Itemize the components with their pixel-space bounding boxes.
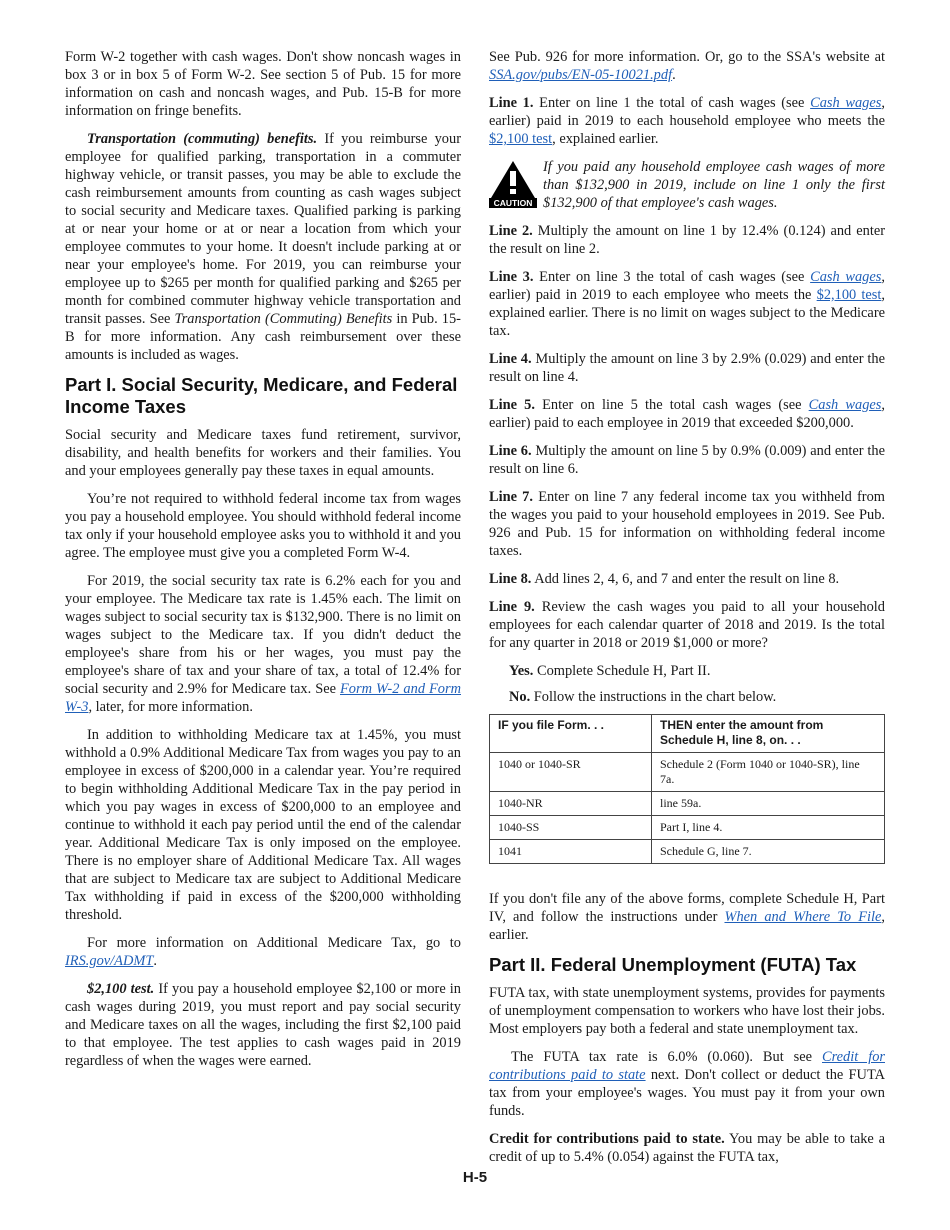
line-7-label: Line 7. xyxy=(489,489,533,505)
transportation-ref: Transportation (Commuting) Benefits xyxy=(174,311,393,327)
pub-926-text: See Pub. 926 for more information. Or, go to the SSA's website at xyxy=(489,49,885,65)
paragraph-line-3 xyxy=(489,268,885,340)
link-cash-wages-3[interactable]: Cash wages xyxy=(808,397,882,413)
paragraph-line-2 xyxy=(489,222,885,258)
caution-box xyxy=(489,158,885,212)
table-row xyxy=(490,816,885,840)
paragraph-transportation xyxy=(65,130,461,364)
credit-title: Credit for contributions paid to state. xyxy=(489,1131,725,1147)
page-number: H-5 xyxy=(462,1169,488,1186)
futa-rate-text: The FUTA tax rate is 6.0% (0.060). But see xyxy=(511,1049,813,1065)
link-cash-wages[interactable]: Cash wages xyxy=(810,95,882,111)
line-1-label: Line 1. xyxy=(489,95,534,111)
paragraph-futa-intro: FUTA tax, with state unemployment systems, provides for payments of unemployment compensation to workers who have lost their jobs. Most employers pay both a federal and state unemployment tax. xyxy=(489,985,885,1037)
line-9-text: Review the cash wages you paid to all your household employees for each calendar quarter of 2018 and 2019. Is the total for any quarter in 2018 or 2019 $1,000 or more? xyxy=(489,599,885,651)
line-4-label: Line 4. xyxy=(489,351,532,367)
line-1-text: Enter on line 1 the total of cash wages (see xyxy=(539,95,805,111)
caution-text: If you paid any household employee cash wages of more than $132,900 in 2019, include on line 1 only the first $132,900 of that employee's cash wages. xyxy=(543,159,885,211)
line-7-text: Enter on line 7 any federal income tax you withheld from the wages you paid to your household employees in 2019. See Pub. 926 and Pub. 15 for information on withholding federal income taxes. xyxy=(489,489,885,559)
transportation-text: If you reimburse your employee for qualified parking, transportation in a commuter highway vehicle, or transit passes, you may be able to exclude the cash reimbursement amounts from counting as cash wages subject to social security and Medicare taxes. Qualified parking is parking at or near your home or at or near a location from which your employee commutes to your home. It doesn't include parking at or near your employee's home. For 2019, you can reimburse your employee up to $265 per month for qualified parking and $265 per month for combined commuter highway vehicle transportation and transit passes. See xyxy=(65,131,461,327)
paragraph-line-5 xyxy=(489,396,885,432)
paragraph-line-4 xyxy=(489,350,885,386)
line-8-label: Line 8. xyxy=(489,571,532,587)
table-cell-form: 1041 xyxy=(490,840,652,864)
yes-option xyxy=(509,662,885,680)
no-label: No. xyxy=(509,689,531,705)
paragraph-2100-test xyxy=(65,980,461,1070)
line-5-label: Line 5. xyxy=(489,397,535,413)
tax-rates-tail: , later, for more information. xyxy=(88,699,253,715)
table-header-then: THEN enter the amount from Schedule H, line 8, on. . . xyxy=(652,715,885,753)
paragraph-no-file xyxy=(489,890,885,944)
table-cell-form: 1040 or 1040-SR xyxy=(490,753,652,792)
credit-text: You may be able to take a credit of up to 5.4% (0.054) against the FUTA tax, xyxy=(489,1131,885,1165)
right-column xyxy=(489,48,885,1176)
table-cell-where: line 59a. xyxy=(652,792,885,816)
link-cash-wages-2[interactable]: Cash wages xyxy=(810,269,882,285)
paragraph-w2-cash-wages: Form W-2 together with cash wages. Don't show noncash wages in box 3 or in box 5 of Form W-2. See section 5 of Pub. 15 for more information on cash and noncash wages, and Pub. 15-B for more information on fringe benefits. xyxy=(65,49,461,119)
table-cell-where: Schedule 2 (Form 1040 or 1040-SR), line 7a. xyxy=(652,753,885,792)
paragraph-line-7 xyxy=(489,488,885,560)
no-file-text: If you don't file any of the above forms, complete Schedule H, Part IV, and follow the instructions under xyxy=(489,891,885,925)
yes-label: Yes. xyxy=(509,663,534,679)
no-text: Follow the instructions in the chart below. xyxy=(533,689,777,705)
line-9-label: Line 9. xyxy=(489,599,535,615)
table-cell-where: Schedule G, line 7. xyxy=(652,840,885,864)
paragraph-tax-rates xyxy=(65,572,461,716)
table-cell-where: Part I, line 4. xyxy=(652,816,885,840)
transportation-text-end: in Pub. 15-B for more information. Any cash reimbursement over these amounts is included as wages. xyxy=(65,311,461,363)
link-2100-test-2[interactable]: $2,100 test xyxy=(816,287,882,303)
table-row xyxy=(490,792,885,816)
paragraph-line-6 xyxy=(489,442,885,478)
2100-test-title: $2,100 test. xyxy=(87,981,155,997)
transportation-title: Transportation (commuting) benefits. xyxy=(87,131,318,147)
paragraph-futa-rate xyxy=(489,1048,885,1120)
line-1-text-c: , explained earlier. xyxy=(552,131,659,147)
paragraph-line-8 xyxy=(489,570,885,588)
line-4-text: Multiply the amount on line 3 by 2.9% (0.029) and enter the result on line 4. xyxy=(489,351,885,385)
paragraph-ss-medicare: Social security and Medicare taxes fund retirement, survivor, disability, and health benefits for workers and their families. You and your employees generally pay these taxes in equal amounts. xyxy=(65,427,461,479)
link-form-w2-w3[interactable]: Form W-2 and Form W-3 xyxy=(65,681,461,715)
table-row xyxy=(490,840,885,864)
more-info-text: For more information on Additional Medicare Tax, go to xyxy=(87,935,461,951)
form-chart-table xyxy=(489,714,885,864)
part-2-heading: Part II. Federal Unemployment (FUTA) Tax xyxy=(489,954,857,975)
part-1-heading: Part I. Social Security, Medicare, and Federal Income Taxes xyxy=(65,374,458,417)
line-3-text-c: , explained earlier. There is no limit on wages subject to the Medicare tax. xyxy=(489,287,885,339)
line-2-label: Line 2. xyxy=(489,223,533,239)
tax-rates-text: For 2019, the social security tax rate is 6.2% each for you and your employee. The Medicare tax rate is 1.45% each. The limit on wages subject to social security tax is $132,900. There is no limit on wages subject to the Medicare tax. If you didn't deduct the employee's share from his or her wages, you must pay the employee's share of tax and your share of tax, a total of 12.4% for social security and 2.9% for Medicare tax. See xyxy=(65,573,461,697)
paragraph-withhold: You’re not required to withhold federal income tax from wages you pay a household employee. You should withhold federal income tax only if your household employee asks you to withhold it and you agree. The employee must give you a completed Form W-4. xyxy=(65,491,461,561)
table-header-form: IF you file Form. . . xyxy=(490,715,652,753)
no-file-tail: , earlier. xyxy=(489,909,885,943)
paragraph-pub-926: See Pub. 926 for more information. Or, go to the SSA's website at SSA.gov/pubs/EN-05-10021.pdf. xyxy=(489,49,885,83)
caution-label: CAUTION xyxy=(493,198,533,208)
paragraph-line-9 xyxy=(489,598,885,652)
line-8-text: Add lines 2, 4, 6, and 7 and enter the result on line 8. xyxy=(534,571,840,587)
line-3-label: Line 3. xyxy=(489,269,534,285)
paragraph-line-1 xyxy=(489,94,885,148)
link-ssa-pub[interactable]: SSA.gov/pubs/EN-05-10021.pdf xyxy=(489,67,673,83)
yes-text: Complete Schedule H, Part II. xyxy=(537,663,711,679)
link-2100-test[interactable]: $2,100 test xyxy=(489,131,553,147)
line-5-text: Enter on line 5 the total cash wages (see xyxy=(542,397,802,413)
left-column xyxy=(65,48,461,1080)
2100-test-text: If you pay a household employee $2,100 or more in cash wages during 2019, you must report and pay social security and Medicare taxes on all the wages, including the first $2,100 paid to that employee. The test applies to cash wages paid in 2019 regardless of when the wages were earned. xyxy=(65,981,461,1069)
line-2-text: Multiply the amount on line 1 by 12.4% (0.124) and enter the result on line 2. xyxy=(489,223,885,257)
line-6-label: Line 6. xyxy=(489,443,532,459)
paragraph-more-info: For more information on Additional Medicare Tax, go to IRS.gov/ADMT. xyxy=(65,935,461,969)
no-option xyxy=(509,688,885,706)
line-5-text-b: , earlier) paid to each employee in 2019 that exceeded $200,000. xyxy=(489,397,885,431)
line-3-text-b: , earlier) paid in 2019 to each employee who meets the xyxy=(489,269,885,303)
line-1-text-b: , earlier) paid in 2019 to each household employee who meets the xyxy=(489,95,885,129)
link-credit-contributions[interactable]: Credit for contributions paid to state xyxy=(489,1049,885,1083)
line-6-text: Multiply the amount on line 5 by 0.9% (0.009) and enter the result on line 6. xyxy=(489,443,885,477)
table-cell-form: 1040-NR xyxy=(490,792,652,816)
link-when-where-file[interactable]: When and Where To File xyxy=(724,909,882,925)
table-row xyxy=(490,753,885,792)
paragraph-credit xyxy=(489,1130,885,1166)
table-cell-form: 1040-SS xyxy=(490,816,652,840)
futa-rate-tail: next. Don't collect or deduct the FUTA tax from your employee's wages. You must pay it from your own funds. xyxy=(489,1067,885,1119)
caution-icon xyxy=(489,160,537,208)
link-irs-admt[interactable]: IRS.gov/ADMT xyxy=(65,953,154,969)
line-3-text: Enter on line 3 the total of cash wages (see xyxy=(539,269,805,285)
table-header-row xyxy=(490,715,885,753)
paragraph-additional-medicare: In addition to withholding Medicare tax at 1.45%, you must withhold a 0.9% Additional Medicare Tax from wages you pay to an employee in excess of $200,000 in a calendar year. You’re required to begin withholding Additional Medicare Tax in the pay period in which you pay wages in excess of $200,000 to an employee and continue to withhold it each pay period until the end of the calendar year. Additional Medicare Tax is only imposed on the employee. There is no employer share of Additional Medicare Tax. All wages that are subject to Medicare tax are subject to Additional Medicare Tax withholding if paid in excess of the $200,000 withholding threshold. xyxy=(65,727,461,923)
